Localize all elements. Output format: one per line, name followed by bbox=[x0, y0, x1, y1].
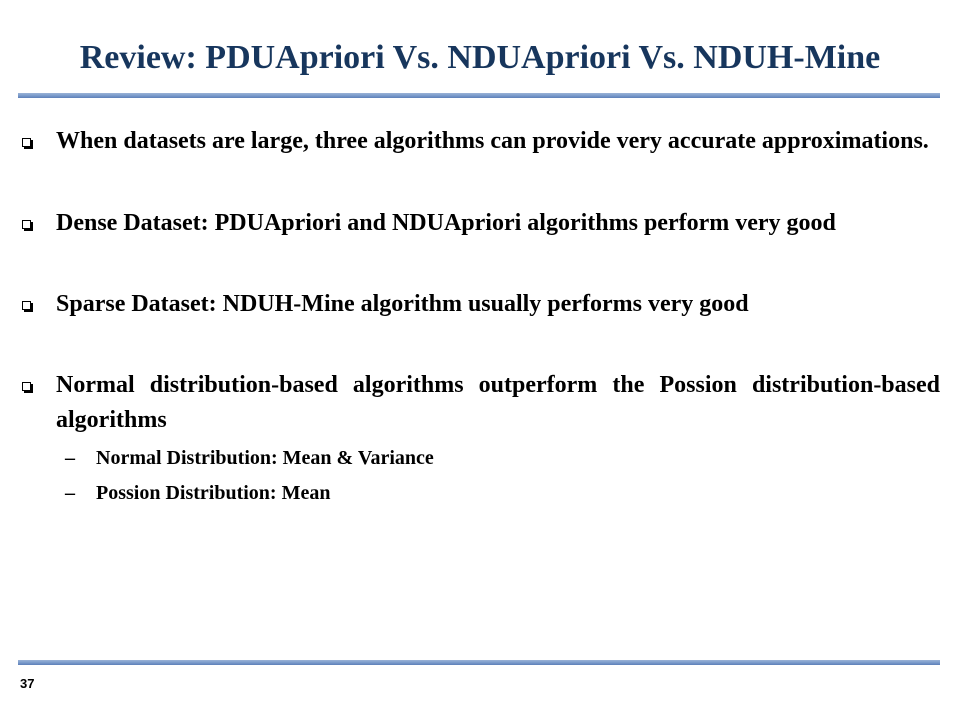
page-number: 37 bbox=[20, 676, 35, 691]
square-bullet-icon bbox=[22, 220, 31, 229]
bullet-item bbox=[18, 368, 940, 438]
bullet-text: Dense Dataset: PDUApriori and NDUApriori algorithms perform very good bbox=[56, 210, 836, 236]
sub-bullet-item bbox=[18, 479, 940, 507]
square-bullet-icon bbox=[22, 382, 31, 391]
bullet-item bbox=[18, 287, 940, 322]
bullet-item bbox=[18, 124, 940, 159]
title-divider bbox=[18, 93, 940, 98]
sub-bullet-text: Normal Distribution: Mean & Variance bbox=[96, 447, 434, 469]
bullet-text: Sparse Dataset: NDUH-Mine algorithm usually performs very good bbox=[56, 291, 749, 317]
footer-divider bbox=[18, 660, 940, 665]
bullet-list bbox=[18, 124, 940, 507]
bullet-text: Normal distribution-based algorithms outperform the Possion distribution-based algorithms bbox=[56, 372, 940, 433]
dash-bullet: – bbox=[65, 482, 75, 504]
slide-title: Review: PDUApriori Vs. NDUApriori Vs. NDUH-Mine bbox=[79, 39, 881, 76]
square-bullet-icon bbox=[22, 138, 31, 147]
sub-bullet-item bbox=[18, 444, 940, 472]
sub-bullet-text: Possion Distribution: Mean bbox=[96, 482, 331, 504]
bullet-item bbox=[18, 206, 940, 241]
dash-bullet: – bbox=[65, 447, 75, 469]
bullet-text: When datasets are large, three algorithms can provide very accurate approximations. bbox=[56, 128, 929, 154]
square-bullet-icon bbox=[22, 301, 31, 310]
